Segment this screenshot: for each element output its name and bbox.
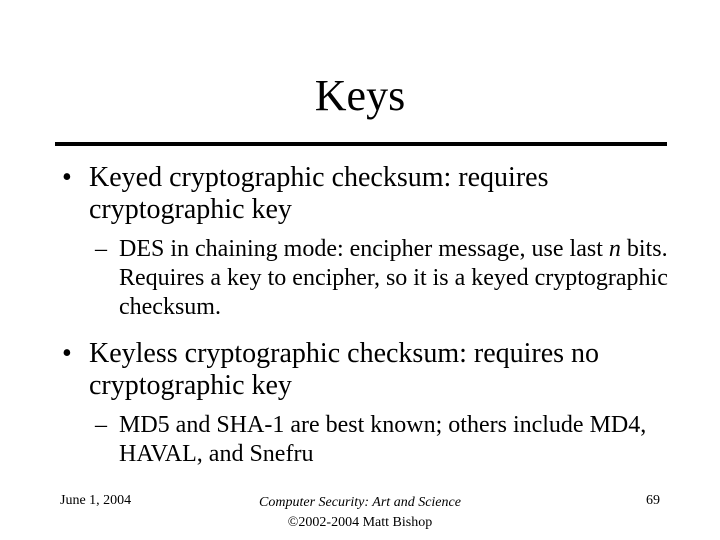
page-number: 69	[646, 493, 660, 508]
footer-course-info	[200, 493, 520, 533]
sub-bullet-text-post: bits. Requires a key to encipher, so it is a keyed cryptographic checksum.	[119, 236, 668, 320]
sub-bullet-text	[119, 235, 670, 322]
bullet-text: Keyed cryptographic checksum: requires cryptographic key	[89, 162, 549, 225]
slide-title: Keys	[314, 71, 406, 120]
sub-bullet-text-emphasis: n	[608, 236, 621, 262]
footer-copyright: ©2002-2004 Matt Bishop	[287, 515, 433, 530]
bullet-keyed-checksum	[62, 162, 662, 226]
sub-bullet-marker: –	[95, 236, 107, 262]
sub-bullet-md5-sha1	[95, 411, 670, 469]
sub-bullet-text: MD5 and SHA-1 are best known; others include MD4, HAVAL, and Snefru	[119, 412, 647, 467]
bullet-text: Keyless cryptographic checksum: requires no cryptographic key	[89, 338, 600, 401]
footer-course-title: Computer Security: Art and Science	[259, 495, 461, 510]
footer-date: June 1, 2004	[60, 493, 132, 508]
sub-bullet-marker: –	[95, 412, 107, 438]
title-underline	[55, 142, 667, 146]
sub-bullet-des-chaining	[95, 235, 670, 322]
bullet-marker: •	[62, 338, 72, 369]
bullet-keyless-checksum	[62, 338, 662, 402]
bullet-marker: •	[62, 162, 72, 193]
sub-bullet-text-pre: DES in chaining mode: encipher message, use last	[119, 236, 609, 262]
